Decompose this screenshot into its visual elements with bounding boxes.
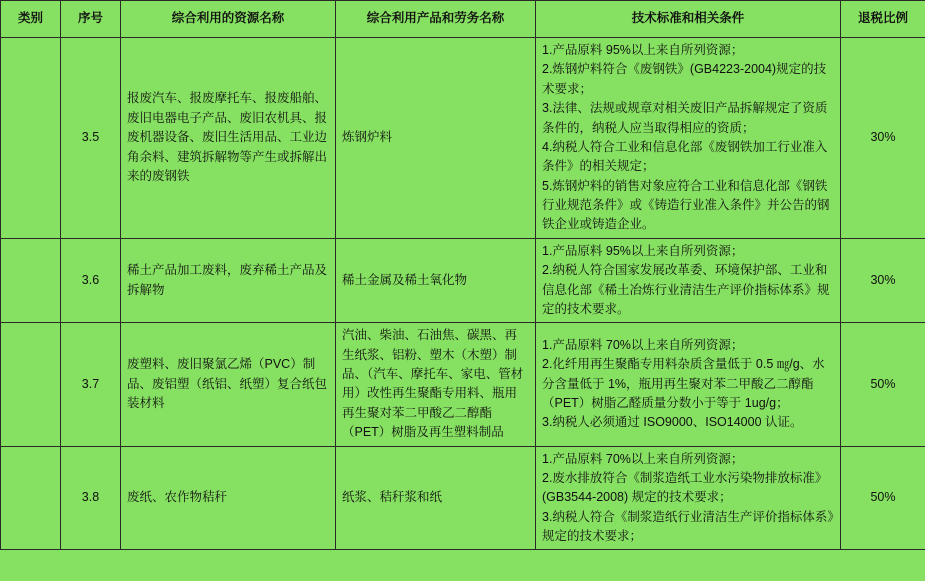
table-body [1, 38, 925, 550]
cell-refund-rate: 30% [841, 238, 925, 323]
cell-serial-no: 3.8 [61, 446, 121, 550]
cell-category [1, 446, 61, 550]
header-resource-name: 综合利用的资源名称 [121, 1, 336, 38]
tech-line: 3.法律、法规或规章对相关废旧产品拆解规定了资质条件的，纳税人应当取得相应的资质； [542, 101, 828, 135]
tech-line: 3.纳税人符合《制浆造纸行业清洁生产评价指标体系》规定的技术要求； [542, 509, 834, 543]
table-row [1, 323, 925, 446]
header-refund-rate: 退税比例 [841, 1, 925, 38]
cell-category [1, 238, 61, 323]
cell-refund-rate: 30% [841, 38, 925, 239]
tech-line: 2.炼钢炉料符合《废钢铁》(GB4223-2004)规定的技术要求； [542, 62, 827, 96]
cell-resource-name: 废纸、农作物秸秆 [121, 446, 336, 550]
tech-line: 1.产品原料 70%以上来自所列资源； [542, 451, 744, 466]
tech-line: 3.纳税人必须通过 ISO9000、ISO14000 认证。 [542, 415, 803, 430]
tech-line: 2.化纤用再生聚酯专用料杂质含量低于 0.5 ㎎/g、水分含量低于 1%，瓶用再生聚对苯二甲酸乙二醇酯（PET）树脂乙醛质量分数小于等于 1ug/g； [542, 357, 825, 411]
cell-product-name: 汽油、柴油、石油焦、碳黑、再生纸浆、铝粉、塑木（木塑）制品、（汽车、摩托车、家电、管材用）改性再生聚酯专用料、瓶用再生聚对苯二甲酸乙二醇酯（PET）树脂及再生塑料制品 [336, 323, 536, 446]
header-product-name: 综合利用产品和劳务名称 [336, 1, 536, 38]
cell-category [1, 323, 61, 446]
cell-category [1, 38, 61, 239]
header-serial-no: 序号 [61, 1, 121, 38]
tech-line: 2.废水排放符合《制浆造纸工业水污染物排放标准》(GB3544-2008) 规定的技术要求； [542, 470, 828, 505]
cell-serial-no: 3.5 [61, 38, 121, 239]
cell-tech-standard [536, 238, 841, 323]
tech-line: 1.产品原料 95%以上来自所列资源； [542, 243, 744, 258]
tech-line: 4.纳税人符合工业和信息化部《废钢铁加工行业准入条件》的相关规定； [542, 139, 828, 174]
table-row [1, 238, 925, 323]
tech-standard-lines [542, 242, 834, 320]
table-header [1, 1, 925, 38]
cell-product-name: 纸浆、秸秆浆和纸 [336, 446, 536, 550]
cell-product-name: 稀土金属及稀土氧化物 [336, 238, 536, 323]
cell-resource-name: 报废汽车、报废摩托车、报废船舶、废旧电器电子产品、废旧农机具、报废机器设备、废旧生活用品、工业边角余料、建筑拆解物等产生或拆解出来的废钢铁 [121, 38, 336, 239]
tech-standard-lines [542, 450, 834, 547]
cell-serial-no: 3.6 [61, 238, 121, 323]
tech-line: 1.产品原料 95%以上来自所列资源； [542, 43, 744, 57]
cell-tech-standard [536, 38, 841, 239]
tech-line: 1.产品原料 70%以上来自所列资源； [542, 337, 744, 352]
cell-tech-standard [536, 446, 841, 550]
table-row [1, 38, 925, 239]
cell-resource-name: 稀土产品加工废料，废弃稀土产品及拆解物 [121, 238, 336, 323]
table-header-row [1, 1, 925, 38]
cell-refund-rate: 50% [841, 323, 925, 446]
table-row [1, 446, 925, 550]
tech-standard-lines [542, 336, 834, 433]
header-tech-standard: 技术标准和相关条件 [536, 1, 841, 38]
cell-refund-rate: 50% [841, 446, 925, 550]
cell-tech-standard [536, 323, 841, 446]
cell-resource-name: 废塑料、废旧聚氯乙烯（PVC）制品、废铝塑（纸铝、纸塑）复合纸包装材料 [121, 323, 336, 446]
tech-standard-lines [542, 41, 834, 235]
cell-serial-no: 3.7 [61, 323, 121, 446]
cell-product-name: 炼钢炉料 [336, 38, 536, 239]
tech-line: 2.纳税人符合国家发展改革委、环境保护部、工业和信息化部《稀土冶炼行业清洁生产评价指标体系》规定的技术要求。 [542, 263, 830, 316]
header-category: 类别 [1, 1, 61, 38]
tech-line: 5.炼钢炉料的销售对象应符合工业和信息化部《钢铁行业规范条件》或《铸造行业准入条件》并公告的钢铁企业或铸造企业。 [542, 178, 830, 232]
